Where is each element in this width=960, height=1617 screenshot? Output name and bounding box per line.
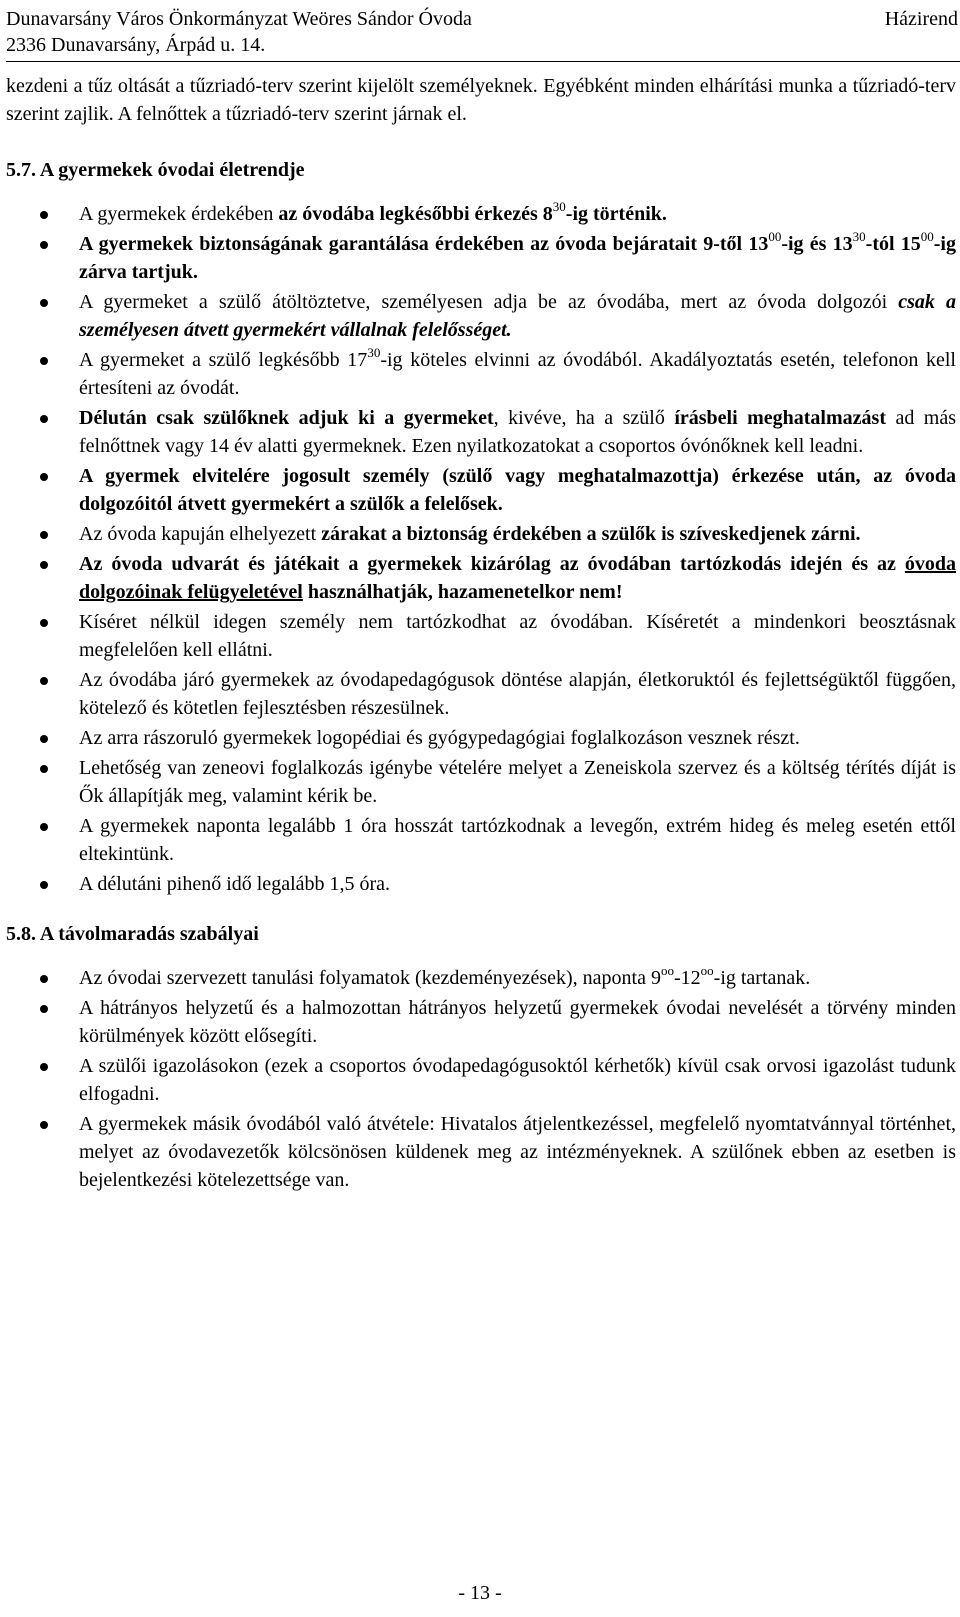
- item-text: Az óvoda kapuján elhelyezett: [79, 523, 322, 545]
- item-bold-text: írásbeli meghatalmazást: [674, 407, 886, 429]
- item-text: -ig tartanak.: [713, 967, 811, 989]
- item-bold-text: Az óvoda udvarát és játékait a gyermekek kizárólag az óvodában tartózkodás idején és az: [79, 553, 905, 575]
- page-header: [6, 6, 960, 62]
- bullet-icon: [40, 1005, 48, 1013]
- document-body: [6, 72, 956, 1196]
- page-number: - 13 -: [458, 1582, 502, 1604]
- item-text: Kíséret nélkül idegen személy nem tartózkodhat az óvodában. Kíséretét a mindenkori beosztásnak megfelelően kell ellátni.: [79, 611, 956, 661]
- bullet-icon: [40, 561, 48, 569]
- list-item: [6, 666, 956, 722]
- item-text: ad más felnőttnek vagy 14 év alatti gyermeknek. Ezen nyilatkozatokat a csoportos óvónőknek kell leadni.: [79, 407, 957, 457]
- bullet-icon: [40, 765, 48, 773]
- header-address: 2336 Dunavarsány, Árpád u. 14.: [6, 34, 266, 56]
- item-superscript: 00: [920, 229, 934, 244]
- item-text: A hátrányos helyzetű és a halmozottan hátrányos helyzetű gyermekek óvodai nevelését a törvény minden körülmények között elősegíti.: [79, 997, 956, 1047]
- item-bold-text: -tól 15: [865, 233, 921, 255]
- item-text: A gyermekek naponta legalább 1 óra hosszát tartózkodnak a levegőn, extrém hideg és meleg esetén ettől eltekintünk.: [79, 815, 956, 865]
- list-item: [6, 346, 956, 402]
- item-text: , kivéve, ha a szülő: [493, 407, 675, 429]
- bullet-icon: [40, 735, 48, 743]
- item-bold-underlined-text: óvoda dolgozóinak felügyeletével: [79, 553, 956, 603]
- item-bold-text: használhatják, hazamenetelkor nem!: [302, 581, 623, 603]
- header-institution: Dunavarsány Város Önkormányzat Weöres Sándor Óvoda: [6, 8, 472, 30]
- item-text: A gyermeket a szülő legkésőbb 17: [79, 349, 368, 371]
- bullet-icon: [40, 241, 48, 249]
- list-item: [6, 404, 956, 460]
- list-item: [6, 1052, 956, 1108]
- list-item: [6, 288, 956, 344]
- list-item: [6, 870, 956, 898]
- item-text: Az óvodai szervezett tanulási folyamatok (kezdeményezések), naponta 9: [79, 967, 661, 989]
- section-5-7-list: [6, 200, 956, 898]
- item-text: -12: [673, 967, 701, 989]
- bullet-icon: [40, 1063, 48, 1071]
- item-superscript: 30: [552, 199, 566, 214]
- list-item: [6, 230, 956, 286]
- list-item: [6, 812, 956, 868]
- list-item: [6, 200, 956, 228]
- list-item: [6, 520, 956, 548]
- bullet-icon: [40, 881, 48, 889]
- bullet-icon: [40, 975, 48, 983]
- item-text: A szülői igazolásokon (ezek a csoportos óvodapedagógusoktól kérhetők) kívül csak orvosi igazolást tudunk elfogadni.: [79, 1055, 956, 1105]
- section-5-8-list: [6, 964, 956, 1194]
- item-text: A gyermeket a szülő átöltöztetve, személyesen adja be az óvodába, mert az óvoda dolgozói: [79, 291, 899, 313]
- header-doc-type: Házirend: [884, 8, 958, 30]
- bullet-icon: [40, 531, 48, 539]
- item-bold-text: -ig és 13: [781, 233, 853, 255]
- bullet-icon: [40, 211, 48, 219]
- item-text: Az óvodába járó gyermekek az óvodapedagógusok döntése alapján, életkoruktól és fejlettségüktől függően, kötelező és kötetlen fejlesztésben részesülnek.: [79, 669, 956, 719]
- list-item: [6, 462, 956, 518]
- item-text: Lehetőség van zeneovi foglalkozás igénybe vételére melyet a Zeneiskola szervez és a költség térítés díját is Ők állapítják meg, valamint kérik be.: [79, 757, 956, 807]
- item-bold-text: A gyermekek biztonságának garantálása érdekében az óvoda bejáratait 9-től 13: [79, 233, 769, 255]
- list-item: [6, 724, 956, 752]
- list-item: [6, 1110, 956, 1194]
- item-superscript: oo: [660, 963, 674, 978]
- section-heading-5-8: 5.8. A távolmaradás szabályai: [6, 923, 259, 945]
- item-superscript: oo: [700, 963, 714, 978]
- item-bold-text: A gyermek elvitelére jogosult személy (szülő vagy meghatalmazottja) érkezése után, az óvoda dolgozóitól átvett gyermekért a szülők a felelősek.: [79, 465, 956, 515]
- item-bold-text: -ig zárva tartjuk.: [79, 233, 956, 283]
- bullet-icon: [40, 619, 48, 627]
- item-text: A gyermekek másik óvodából való átvétele: Hivatalos átjelentkezéssel, megfelelő nyomtatvánnyal történhet, melyet az óvodavezetők kölcsönösen küldenek meg az intézményeknek. A szülőnek ebben az esetben is bejelentkezési kötelezettsége van.: [79, 1113, 956, 1191]
- bullet-icon: [40, 473, 48, 481]
- section-heading-5-7: 5.7. A gyermekek óvodai életrendje: [6, 159, 305, 181]
- item-bold-italic-text: csak a személyesen átvett gyermekért vállalnak felelősséget.: [79, 291, 956, 341]
- list-item: [6, 550, 956, 606]
- bullet-icon: [40, 415, 48, 423]
- list-item: [6, 754, 956, 810]
- item-bold-text: az óvodába legkésőbbi érkezés 8: [278, 203, 553, 225]
- item-bold-text: -ig történik.: [565, 203, 667, 225]
- list-item: [6, 994, 956, 1050]
- bullet-icon: [40, 677, 48, 685]
- item-bold-text: zárakat a biztonság érdekében a szülők is szíveskedjenek zárni.: [321, 523, 861, 545]
- bullet-icon: [40, 823, 48, 831]
- list-item: [6, 964, 956, 992]
- item-text: A gyermekek érdekében: [79, 203, 279, 225]
- item-superscript: 00: [768, 229, 782, 244]
- item-bold-text: Délután csak szülőknek adjuk ki a gyermeket: [79, 407, 494, 429]
- list-item: [6, 608, 956, 664]
- item-text: -ig köteles elvinni az óvodából. Akadályoztatás esetén, telefonon kell értesíteni az óvodát.: [79, 349, 956, 399]
- item-text: Az arra rászoruló gyermekek logopédiai és gyógypedagógiai foglalkozáson vesznek részt.: [79, 727, 800, 749]
- intro-paragraph: kezdeni a tűz oltását a tűzriadó-terv szerint kijelölt személyeknek. Egyébként minden elhárítási munka a tűzriadó-terv szerint zajlik. A felnőttek a tűzriadó-terv szerint járnak el.: [6, 75, 956, 125]
- item-text: A délutáni pihenő idő legalább 1,5 óra.: [79, 873, 391, 895]
- item-superscript: 30: [852, 229, 866, 244]
- bullet-icon: [40, 1121, 48, 1129]
- item-superscript: 30: [367, 345, 381, 360]
- bullet-icon: [40, 357, 48, 365]
- bullet-icon: [40, 299, 48, 307]
